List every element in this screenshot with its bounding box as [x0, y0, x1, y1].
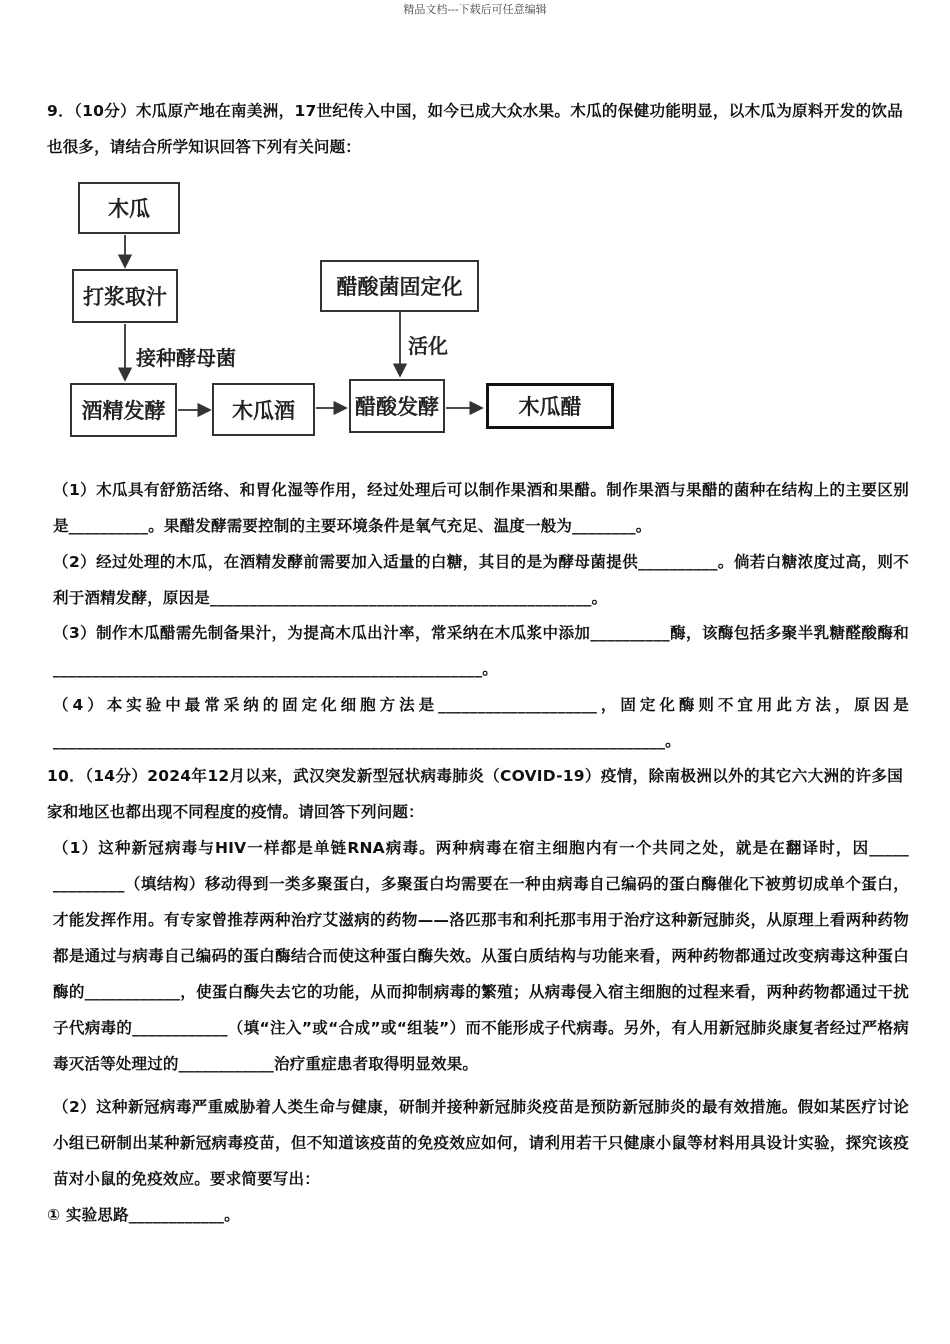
- box-cusuan-fajiao: 醋酸发酵: [349, 379, 445, 433]
- box-jiujing-fajiao: 酒精发酵: [70, 383, 177, 437]
- box-dajiang-quzhi: 打浆取汁: [72, 269, 178, 323]
- question-10-part-1: （1）这种新冠病毒与HIV一样都是单链RNA病毒。两种病毒在宿主细胞内有一个共同之处，就是在翻译时，因_____ _________（填结构）移动得到一类多聚蛋白，多聚蛋白均需要在一种由病毒自己编码的蛋白酶催化下被剪切成单个蛋白，才能发挥作用。有专家曾推荐两种治疗艾滋病的药物——洛匹那韦和利托那韦用于治疗这种新冠肺炎，从原理上看两种药物都是通过与病毒自己编码的蛋白酶结合而使这种蛋白酶失效。从蛋白质结构与功能来看，两种药物都通过改变病毒这种蛋白酶的____________，使蛋白酶失去它的功能，从而抑制病毒的繁殖；从病毒侵入宿主细胞的过程来看，两种药物都通过干扰子代病毒的____________（填“注入”或“合成”或“组装”）而不能形成子代病毒。另外，有人用新冠肺炎康复者经过严格病毒灭活等处理过的____________治疗重症患者取得明显效果。: [53, 839, 909, 1073]
- question-9-part-1: （1）木瓜具有舒筋活络、和胃化湿等作用，经过处理后可以制作果酒和果醋。制作果酒与果醋的菌种在结构上的主要区别是__________。果醋发酵需要控制的主要环境条件是氧气充足、温度一般为________。: [53, 481, 909, 535]
- label-huohua: 活化: [408, 334, 448, 358]
- box-mugua: 木瓜: [78, 182, 180, 234]
- process-flow-diagram: [60, 172, 640, 462]
- question-9-part-4: （4）本实验中最常采纳的固定化细胞方法是____________________，固定化酶则不宜用此方法，原因是_____________________________________________________________________________。: [53, 696, 909, 750]
- question-10-intro: 10．（14分）2024年12月以来，武汉突发新型冠状病毒肺炎（COVID-19）疫情，除南极洲以外的其它六大洲的许多国家和地区也都出现不同程度的疫情。请回答下列问题：: [47, 767, 903, 821]
- question-9-intro: 9．（10分）木瓜原产地在南美洲，17世纪传入中国，如今已成大众水果。木瓜的保健功能明显，以木瓜为原料开发的饮品也很多，请结合所学知识回答下列有关问题：: [47, 102, 903, 156]
- label-jiezhong-jiaomujun: 接种酵母菌: [136, 346, 236, 370]
- question-10-part-2: （2）这种新冠病毒严重威胁着人类生命与健康，研制并接种新冠肺炎疫苗是预防新冠肺炎的最有效措施。假如某医疗讨论小组已研制出某种新冠病毒疫苗，但不知道该疫苗的免疫效应如何，请利用若干只健康小鼠等材料用具设计实验，探究该疫苗对小鼠的免疫效应。要求简要写出：: [53, 1098, 909, 1188]
- box-cusuanjun-gudinghua: 醋酸菌固定化: [320, 260, 479, 312]
- question-10-experiment-idea: ① 实验思路____________。: [47, 1206, 240, 1224]
- question-9-part-2: （2）经过处理的木瓜，在酒精发酵前需要加入适量的白糖，其目的是为酵母菌提供__________。倘若白糖浓度过高，则不利于酒精发酵，原因是________________________________________________。: [53, 553, 909, 607]
- question-9-part-3: （3）制作木瓜醋需先制备果汁，为提高木瓜出汁率，常采纳在木瓜浆中添加__________酶，该酶包括多聚半乳糖醛酸酶和______________________________________________________。: [53, 624, 909, 678]
- box-muguacu: 木瓜醋: [486, 383, 614, 429]
- box-muguajiu: 木瓜酒: [212, 383, 315, 436]
- page-header: 精品文档---下载后可任意编辑: [403, 3, 547, 16]
